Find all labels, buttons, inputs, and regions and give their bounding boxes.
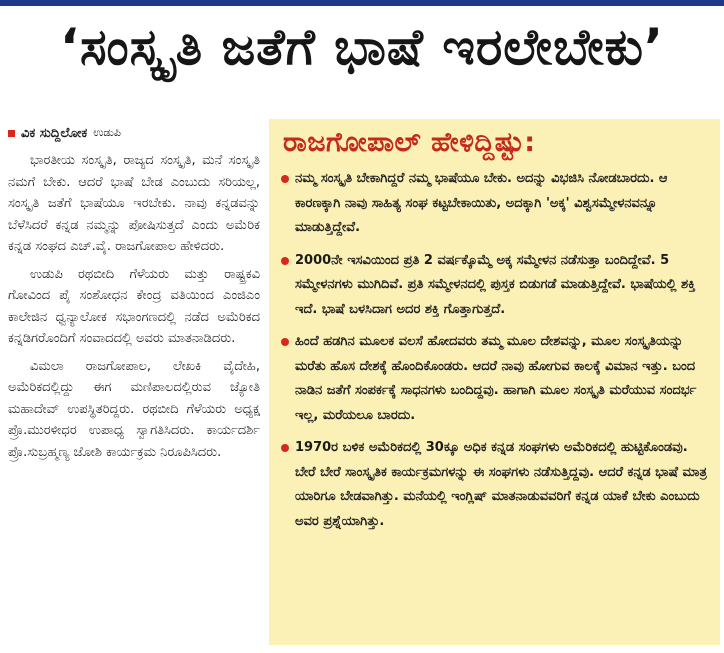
square-bullet-icon [8, 130, 15, 137]
list-item-text: ಹಿಂದೆ ಹಡಗಿನ ಮೂಲಕ ವಲಸೆ ಹೋದವರು ತಮ್ಮ ಮೂಲ ದೇಶವನ್ನು, ಮೂಲ ಸಂಸ್ಕೃತಿಯನ್ನು ಮರೆತು ಹೊಸ ದೇಶಕ್ಕೆ ಹೊಂದಿಕೊಂಡರು. ಆದರೆ ನಾವು ಹೋಗುವ ಕಾಲಕ್ಕೆ ವಿಮಾನ ಇತ್ತು. ಬಂದ ನಾಡಿನ ಜತೆಗೆ ಸಂಪರ್ಕಕ್ಕೆ ಸಾಧನಗಳು ಬಂದಿದ್ದವು. ಹಾಗಾಗಿ ಮೂಲ ಸಂಸ್ಕೃತಿ ಮರೆಯುವ ಸಂದರ್ಭ ಇಲ್ಲ, ಮರೆಯಲೂ ಬಾರದು. [295, 334, 697, 423]
bullet-dot-icon [281, 338, 289, 346]
list-item [281, 330, 711, 428]
list-item-text: ನಮ್ಮ ಸಂಸ್ಕೃತಿ ಬೇಕಾಗಿದ್ದರೆ ನಮ್ಮ ಭಾಷೆಯೂ ಬೇಕು. ಅದನ್ನು ವಿಭಜಿಸಿ ನೋಡಬಾರದು. ಆ ಕಾರಣಕ್ಕಾಗಿ ನಾವು ಸಾಹಿತ್ಯ ಸಂಘ ಕಟ್ಟಬೇಕಾಯಿತು, ಅದಕ್ಕಾಗಿ 'ಅಕ್ಕ' ವಿಶ್ವಸಮ್ಮೇಳನವನ್ನೂ ಮಾಡುತ್ತಿದ್ದೇವೆ. [295, 171, 668, 235]
paragraph: ಉಡುಪಿ ರಥಬೀದಿ ಗೆಳೆಯರು ಮತ್ತು ರಾಷ್ಟ್ರಕವಿ ಗೋವಿಂದ ಪೈ ಸಂಶೋಧನ ಕೇಂದ್ರ ವತಿಯಿಂದ ಎಂಜಿಎಂ ಕಾಲೇಜಿನ ಧ್ವನ್ಯಾಲೋಕ ಸಭಾಂಗಣದಲ್ಲಿ ನಡೆದ ಅಮೆರಿಕದ ಕನ್ನಡಿಗರೊಂದಿಗೆ ಸಂವಾದದಲ್ಲಿ ಅವರು ಮಾತನಾಡಿದರು. [8, 266, 260, 346]
bullet-dot-icon [281, 444, 289, 452]
top-border [0, 0, 724, 6]
bullet-dot-icon [281, 175, 289, 183]
byline [8, 124, 260, 142]
highlights-list [281, 167, 711, 542]
list-item [281, 249, 711, 323]
paragraph: ಭಾರತೀಯ ಸಂಸ್ಕೃತಿ, ರಾಜ್ಯದ ಸಂಸ್ಕೃತಿ, ಮನೆ ಸಂಸ್ಕೃತಿ ನಮಗೆ ಬೇಕು. ಆದರೆ ಭಾಷೆ ಬೇಡ ಎಂಬುದು ಸರಿಯಲ್ಲ, ಸಂಸ್ಕೃತಿ ಜತೆಗೆ ಭಾಷೆಯೂ ಇರಬೇಕು. ನಾವು ಕನ್ನಡವನ್ನು ಬೆಳೆಸಿದರೆ ಕನ್ನಡ ನಮ್ಮನ್ನು ಪೋಷಿಸುತ್ತದೆ ಎಂದು ಅಮೆರಿಕ ಕನ್ನಡ ಸಂಘದ ಎಚ್.ವೈ. ರಾಜಗೋಪಾಲ ಹೇಳಿದರು. [8, 153, 260, 254]
list-item [281, 167, 711, 241]
list-item [281, 436, 711, 534]
paragraph: ವಿಮಲಾ ರಾಜಗೋಪಾಲ, ಲೇಖಕಿ ವೈದೇಹಿ, ಅಮೆರಿಕದಲ್ಲಿದ್ದು ಈಗ ಮಣಿಪಾಲದಲ್ಲಿರುವ ಜ್ಯೋತಿ ಮಹಾದೇವ್ ಉಪಸ್ಥಿತರಿದ್ದರು. ರಥಬೀದಿ ಗೆಳೆಯರು ಅಧ್ಯಕ್ಷ ಪ್ರೊ.ಮುರಳೀಧರ ಉಪಾಧ್ಯ ಸ್ವಾಗತಿಸಿದರು. ಕಾರ್ಯದರ್ಶಿ ಪ್ರೊ.ಸುಬ್ರಹ್ಮಣ್ಯ ಜೋಶಿ ಕಾರ್ಯಕ್ರಮ ನಿರೂಪಿಸಿದರು. [8, 358, 260, 460]
article-body [8, 124, 260, 644]
byline-place: ಉಡುಪಿ [93, 126, 121, 139]
list-item-text: 2000ನೇ ಇಸವಿಯಿಂದ ಪ್ರತಿ 2 ವರ್ಷಕ್ಕೊಮ್ಮೆ ಅಕ್ಕ ಸಮ್ಮೇಳನ ನಡೆಸುತ್ತಾ ಬಂದಿದ್ದೇವೆ. 5 ಸಮ್ಮೇಳನಗಳು ಮುಗಿದಿವೆ. ಪ್ರತಿ ಸಮ್ಮೇಳನದಲ್ಲಿ ಪುಸ್ತಕ ಬಿಡುಗಡೆ ಮಾಡುತ್ತಿದ್ದೇವೆ. ಭಾಷೆಯಲ್ಲಿ ಶಕ್ತಿ ಇದೆ. ಭಾಷೆ ಬಳಸಿದಾಗ ಅದರ ಶಕ್ತಿ ಗೊತ್ತಾಗುತ್ತದೆ. [295, 252, 696, 317]
byline-source: ವಿಕ ಸುದ್ದಿಲೋಕ [21, 125, 88, 141]
headline: ‘ಸಂಸ್ಕೃತಿ ಜತೆಗೆ ಭಾಷೆ ಇರಲೇಬೇಕು’ [59, 18, 665, 76]
highlights-title: ರಾಜಗೋಪಾಲ್ ಹೇಳಿದ್ದಿಷ್ಟು: [283, 127, 536, 158]
bullet-dot-icon [281, 257, 289, 265]
highlights-box [269, 119, 720, 645]
list-item-text: 1970ರ ಬಳಿಕ ಅಮೆರಿಕದಲ್ಲಿ 30ಕ್ಕೂ ಅಧಿಕ ಕನ್ನಡ ಸಂಘಗಳು ಅಮೆರಿಕದಲ್ಲಿ ಹುಟ್ಟಿಕೊಂಡವು. ಬೇರೆ ಬೇರೆ ಸಾಂಸ್ಕೃತಿಕ ಕಾರ್ಯಕ್ರಮಗಳನ್ನು ಈ ಸಂಘಗಳು ನಡೆಸುತ್ತಿದ್ದವು. ಆದರೆ ಕನ್ನಡ ಭಾಷೆ ಮಾತ್ರ ಯಾರಿಗೂ ಬೇಡವಾಗಿತ್ತು. ಮನೆಯಲ್ಲಿ ಇಂಗ್ಲಿಷ್ ಮಾತನಾಡುವವರಿಗೆ ಕನ್ನಡ ಯಾಕೆ ಬೇಕು ಎಂಬುದು ಅವರ ಪ್ರಶ್ನೆಯಾಗಿತ್ತು. [295, 440, 707, 529]
